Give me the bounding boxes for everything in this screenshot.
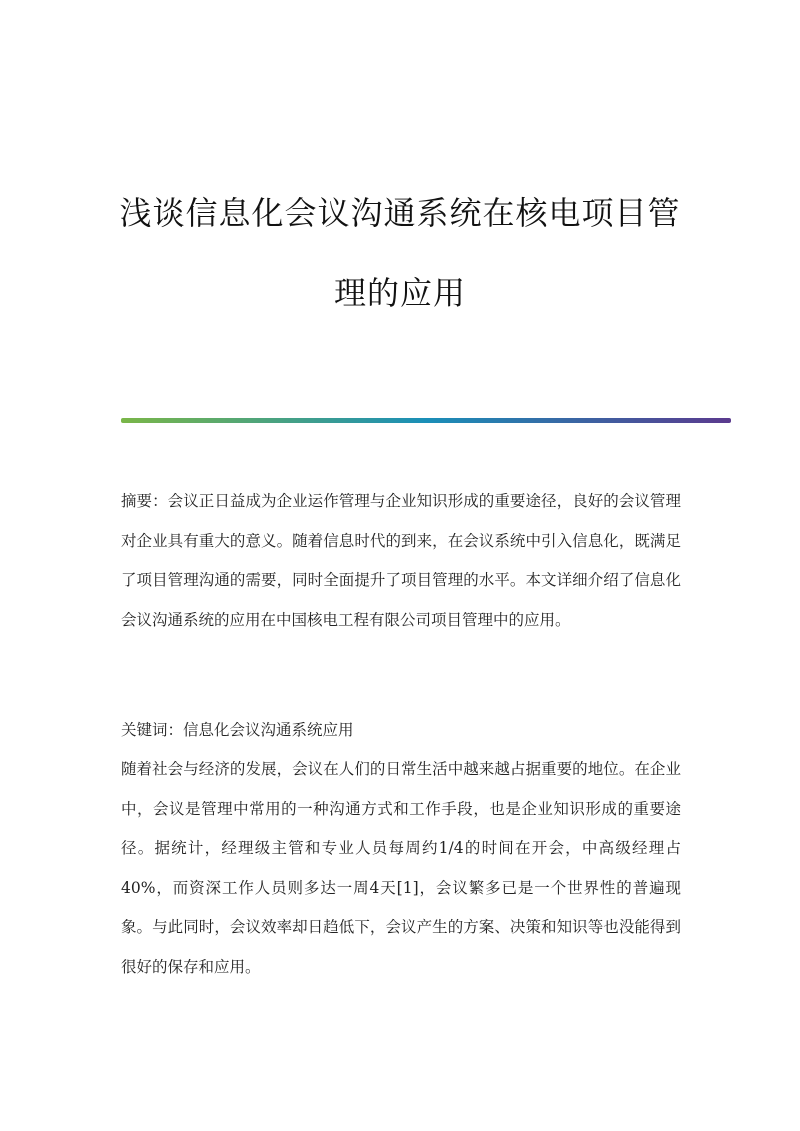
gradient-divider bbox=[121, 418, 731, 423]
body-paragraph-1: 随着社会与经济的发展，会议在人们的日常生活中越来越占据重要的地位。在企业中，会议是管理中常用的一种沟通方式和工作手段，也是企业知识形成的重要途径。据统计，经理级主管和专业人员每周约1/4的时间在开会，中高级经理占40%，而资深工作人员则多达一周4天[1]，会议繁多已是一个世界性的普遍现象。与此同时，会议效率却日趋低下，会议产生的方案、决策和知识等也没能得到很好的保存和应用。 bbox=[121, 760, 681, 976]
document-title-line-2: 理的应用 bbox=[333, 274, 466, 312]
document-title-line-1: 浅谈信息化会议沟通系统在核电项目管 bbox=[119, 194, 681, 232]
keywords-line: 关键词：信息化会议沟通系统应用 bbox=[121, 721, 354, 739]
abstract-paragraph: 摘要：会议正日益成为企业运作管理与企业知识形成的重要途径，良好的会议管理对企业具有重大的意义。随着信息时代的到来，在会议系统中引入信息化，既满足了项目管理沟通的需要，同时全面提升了项目管理的水平。本文详细介绍了信息化会议沟通系统的应用在中国核电工程有限公司项目管理中的应用。 bbox=[121, 492, 681, 629]
